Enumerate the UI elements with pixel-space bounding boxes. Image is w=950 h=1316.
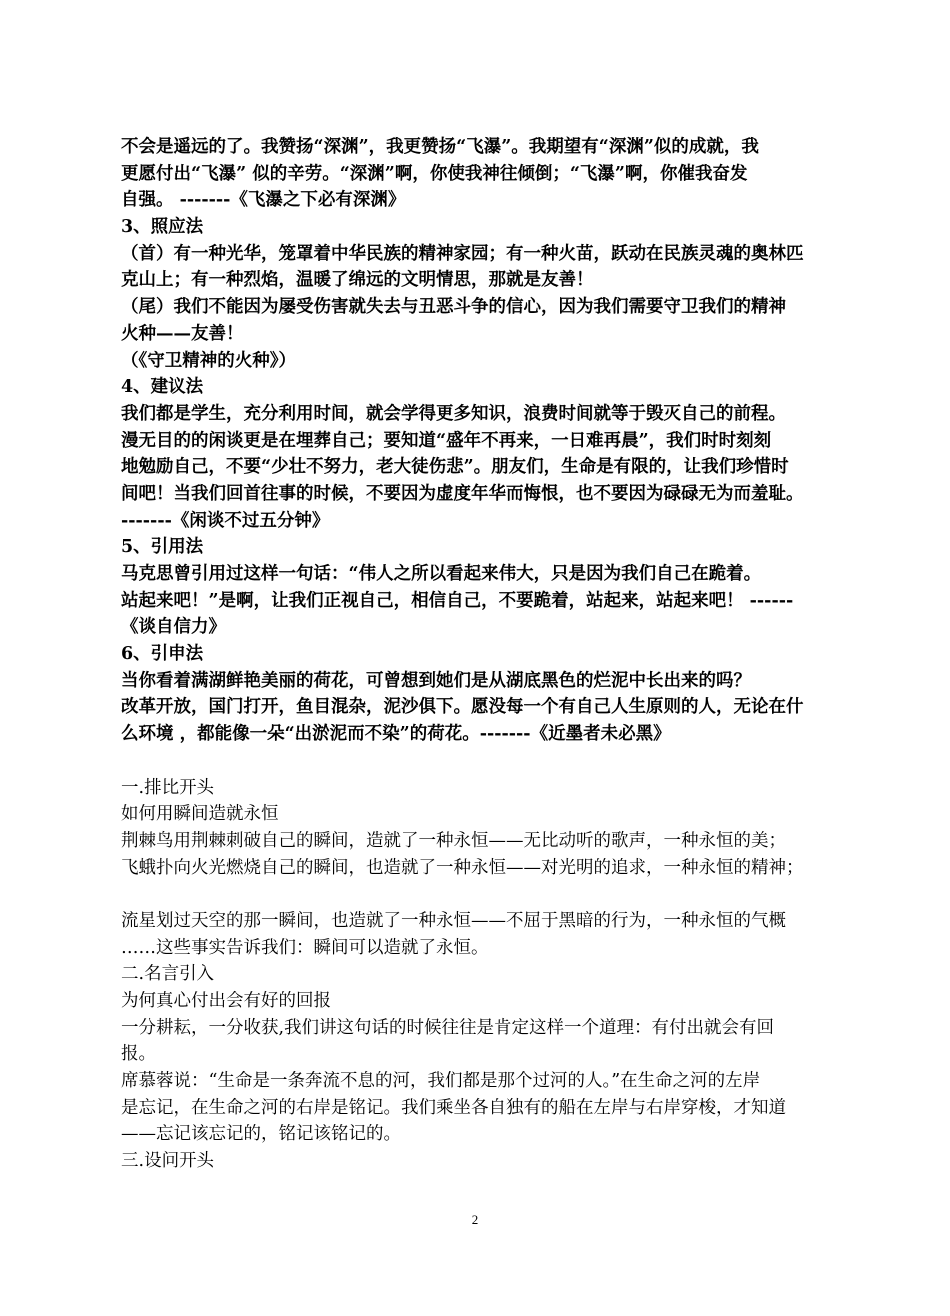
text-line: 流星划过天空的那一瞬间，也造就了一种永恒——不屈于黑暗的行为，一种永恒的气概 (121, 910, 786, 931)
text-line: 火种——友善！ (121, 323, 244, 344)
text-line: 自强。 -------《飞瀑之下必有深渊》 (121, 190, 406, 211)
text-line: 3、照应法 (121, 217, 204, 238)
text-line: ——忘记该忘记的，铭记该铭记的。 (121, 1124, 401, 1145)
text-line: 一.排比开头 (121, 777, 215, 798)
text-line: 荆棘鸟用荆棘刺破自己的瞬间，造就了一种永恒——无比动听的歌声，一种永恒的美； (121, 830, 786, 851)
text-line: 《谈自信力》 (121, 617, 226, 638)
text-line: 间吧！当我们回首往事的时候，不要因为虚度年华而悔恨，也不要因为碌碌无为而羞耻。 (121, 483, 804, 504)
text-line: 为何真心付出会有好的回报 (121, 991, 331, 1011)
text-line: 不会是遥远的了。我赞扬“深渊”，我更赞扬“飞瀑”。我期望有“深渊”似的成就，我 (121, 137, 759, 157)
text-line: 三.设问开头 (121, 1151, 215, 1172)
document-body (121, 134, 841, 1175)
text-line: 如何用瞬间造就永恒 (121, 804, 279, 825)
text-line: 席慕蓉说：“生命是一条奔流不息的河，我们都是那个过河的人。”在生命之河的左岸 (121, 1071, 761, 1092)
blank-line (121, 748, 841, 775)
text-line: 更愿付出“飞瀑” 似的辛劳。“深渊”啊，你使我神往倾倒；“飞瀑”啊，你催我奋发 (121, 163, 748, 184)
text-line: 克山上；有一种烈焰，温暖了绵远的文明情思，那就是友善！ (121, 270, 594, 291)
text-line: （尾）我们不能因为屡受伤害就失去与丑恶斗争的信心，因为我们需要守卫我们的精神 (121, 297, 786, 318)
text-line: 二.名言引入 (121, 964, 215, 985)
text-line: 一分耕耘，一分收获,我们讲这句话的时候往往是肯定这样一个道理：有付出就会有回 (121, 1017, 775, 1038)
text-line: 马克思曾引用过这样一句话：“伟人之所以看起来伟大，只是因为我们自己在跪着。 (121, 564, 762, 584)
text-line: 5、引用法 (121, 537, 204, 558)
text-line: 站起来吧！”是啊，让我们正视自己，相信自己，不要跪着，站起来，站起来吧！ ------ (121, 590, 794, 611)
page-number: 2 (471, 1212, 479, 1227)
text-line: 么环境 ，都能像一朵“出淤泥而不染”的荷花。-------《近墨者未必黑》 (121, 724, 671, 745)
text-line: ……这些事实告诉我们：瞬间可以造就了永恒。 (121, 937, 489, 958)
text-line: 4、建议法 (121, 377, 204, 398)
text-line: -------《闲谈不过五分钟》 (121, 510, 330, 531)
text-line: 当你看着满湖鲜艳美丽的荷花，可曾想到她们是从湖底黑色的烂泥中长出来的吗？ (121, 670, 751, 691)
text-line: （首）有一种光华，笼罩着中华民族的精神家园；有一种火苗，跃动在民族灵魂的奥林匹 (121, 243, 804, 264)
text-line: 我们都是学生，充分利用时间，就会学得更多知识，浪费时间就等于毁灭自己的前程。 (121, 403, 786, 424)
text-line: 报。 (121, 1044, 156, 1065)
text-line: 改革开放，国门打开，鱼目混杂，泥沙俱下。愿没每一个有自己人生原则的人，无论在什 (121, 697, 804, 718)
text-line: 飞蛾扑向火光燃烧自己的瞬间，也造就了一种永恒——对光明的追求，一种永恒的精神； (121, 857, 804, 878)
text-line: 地勉励自己，不要“少壮不努力，老大徒伤悲”。朋友们，生命是有限的，让我们珍惜时 (121, 457, 789, 478)
text-line: 6、引申法 (121, 644, 204, 665)
text-line: 漫无目的的闲谈更是在埋葬自己；要知道“盛年不再来，一日难再晨”，我们时时刻刻 (121, 430, 772, 451)
text-line: （《守卫精神的火种》） (121, 350, 296, 371)
text-line: 是忘记，在生命之河的右岸是铭记。我们乘坐各自独有的船在左岸与右岸穿梭，才知道 (121, 1097, 786, 1118)
blank-line (121, 881, 841, 908)
